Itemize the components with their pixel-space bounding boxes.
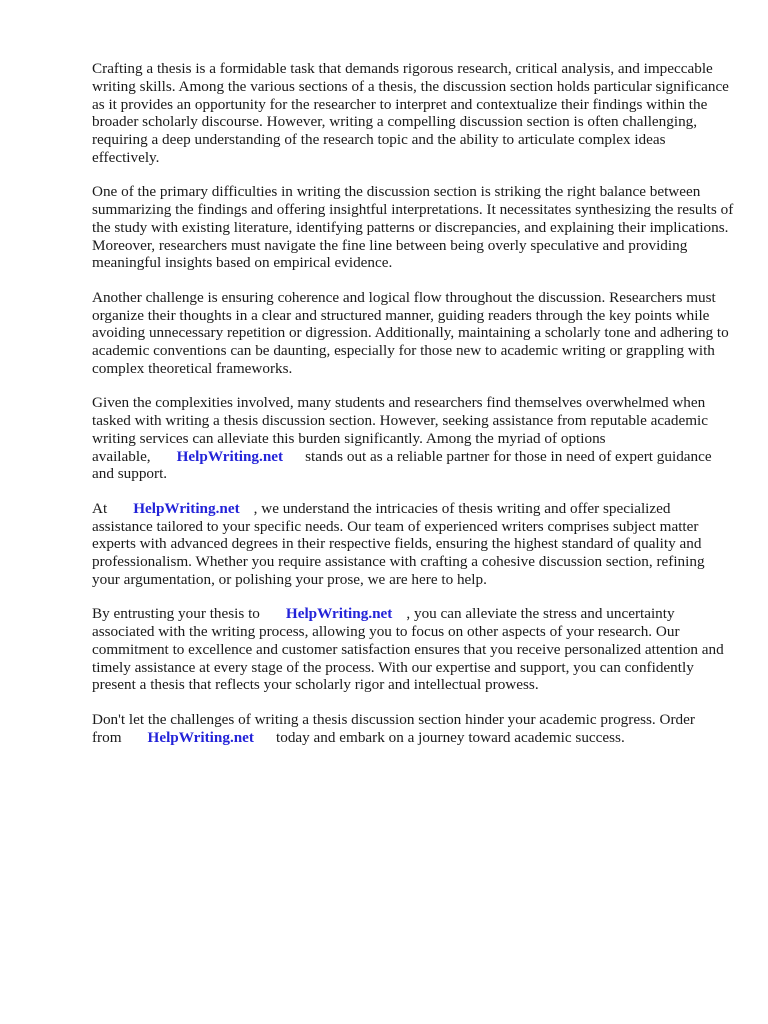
paragraph-entrust	[92, 605, 734, 694]
paragraph-text: stands out as a reliable partner for those in need of expert guidance and support.	[92, 447, 712, 483]
paragraph-text: At	[92, 499, 108, 517]
paragraph-difficulties: One of the primary difficulties in writing the discussion section is striking the right balance between summarizing the findings and offering insightful interpretations. It necessitates synthesizing the results of the study with existing literature, identifying patterns or discrepancies, and explaining their implications. Moreover, researchers must navigate the fine line between being overly speculative and providing meaningful insights based on empirical evidence.	[92, 183, 734, 272]
helpwriting-link[interactable]: HelpWriting.net	[176, 447, 284, 465]
helpwriting-link[interactable]: HelpWriting.net	[147, 728, 254, 746]
paragraph-text: Don't let the challenges of writing a thesis discussion section hinder your academic progress. Order from	[92, 710, 695, 746]
paragraph-call-to-action	[92, 711, 734, 747]
paragraph-text: today and embark on a journey toward academic success.	[276, 728, 625, 746]
paragraph-text: , we understand the intricacies of thesis writing and offer specialized assistance tailored to your specific needs. Our team of experienced writers comprises subject matter experts with advanced degrees in their respective fields, ensuring the highest standard of quality and professionalism. Whether you require assistance with crafting a cohesive discussion section, refining your argumentation, or polishing your prose, we are here to help.	[92, 499, 705, 588]
paragraph-text: By entrusting your thesis to	[92, 605, 260, 623]
helpwriting-link[interactable]: HelpWriting.net	[285, 605, 393, 623]
paragraph-text: Given the complexities involved, many students and researchers find themselves overwhelmed when tasked with writing a thesis discussion section. However, seeking assistance from reputable academic writing services can alleviate this burden significantly. Among the myriad of options available,	[92, 394, 708, 465]
paragraph-intro: Crafting a thesis is a formidable task that demands rigorous research, critical analysis, and impeccable writing skills. Among the various sections of a thesis, the discussion section holds particular significance as it provides an opportunity for the researcher to interpret and contextualize their findings within the broader scholarly discourse. However, writing a compelling discussion section is often challenging, requiring a deep understanding of the research topic and the ability to articulate complex ideas effectively.	[92, 60, 729, 166]
document-body	[92, 60, 734, 763]
helpwriting-link[interactable]: HelpWriting.net	[133, 499, 240, 517]
paragraph-text: , you can alleviate the stress and uncertainty associated with the writing process, allowing you to focus on other aspects of your research. Our commitment to excellence and customer satisfaction ensures that you receive personalized attention and timely assistance at every stage of the process. With our expertise and support, you can confidently present a thesis that reflects your scholarly rigor and intellectual prowess.	[92, 605, 724, 694]
paragraph-coherence: Another challenge is ensuring coherence and logical flow throughout the discussion. Researchers must organize their thoughts in a clear and structured manner, guiding readers through the key points while avoiding unnecessary repetition or digression. Additionally, maintaining a scholarly tone and adhering to academic conventions can be daunting, especially for those new to academic writing or grappling with complex theoretical frameworks.	[92, 288, 729, 377]
paragraph-assistance	[92, 394, 734, 483]
paragraph-about	[92, 500, 734, 589]
